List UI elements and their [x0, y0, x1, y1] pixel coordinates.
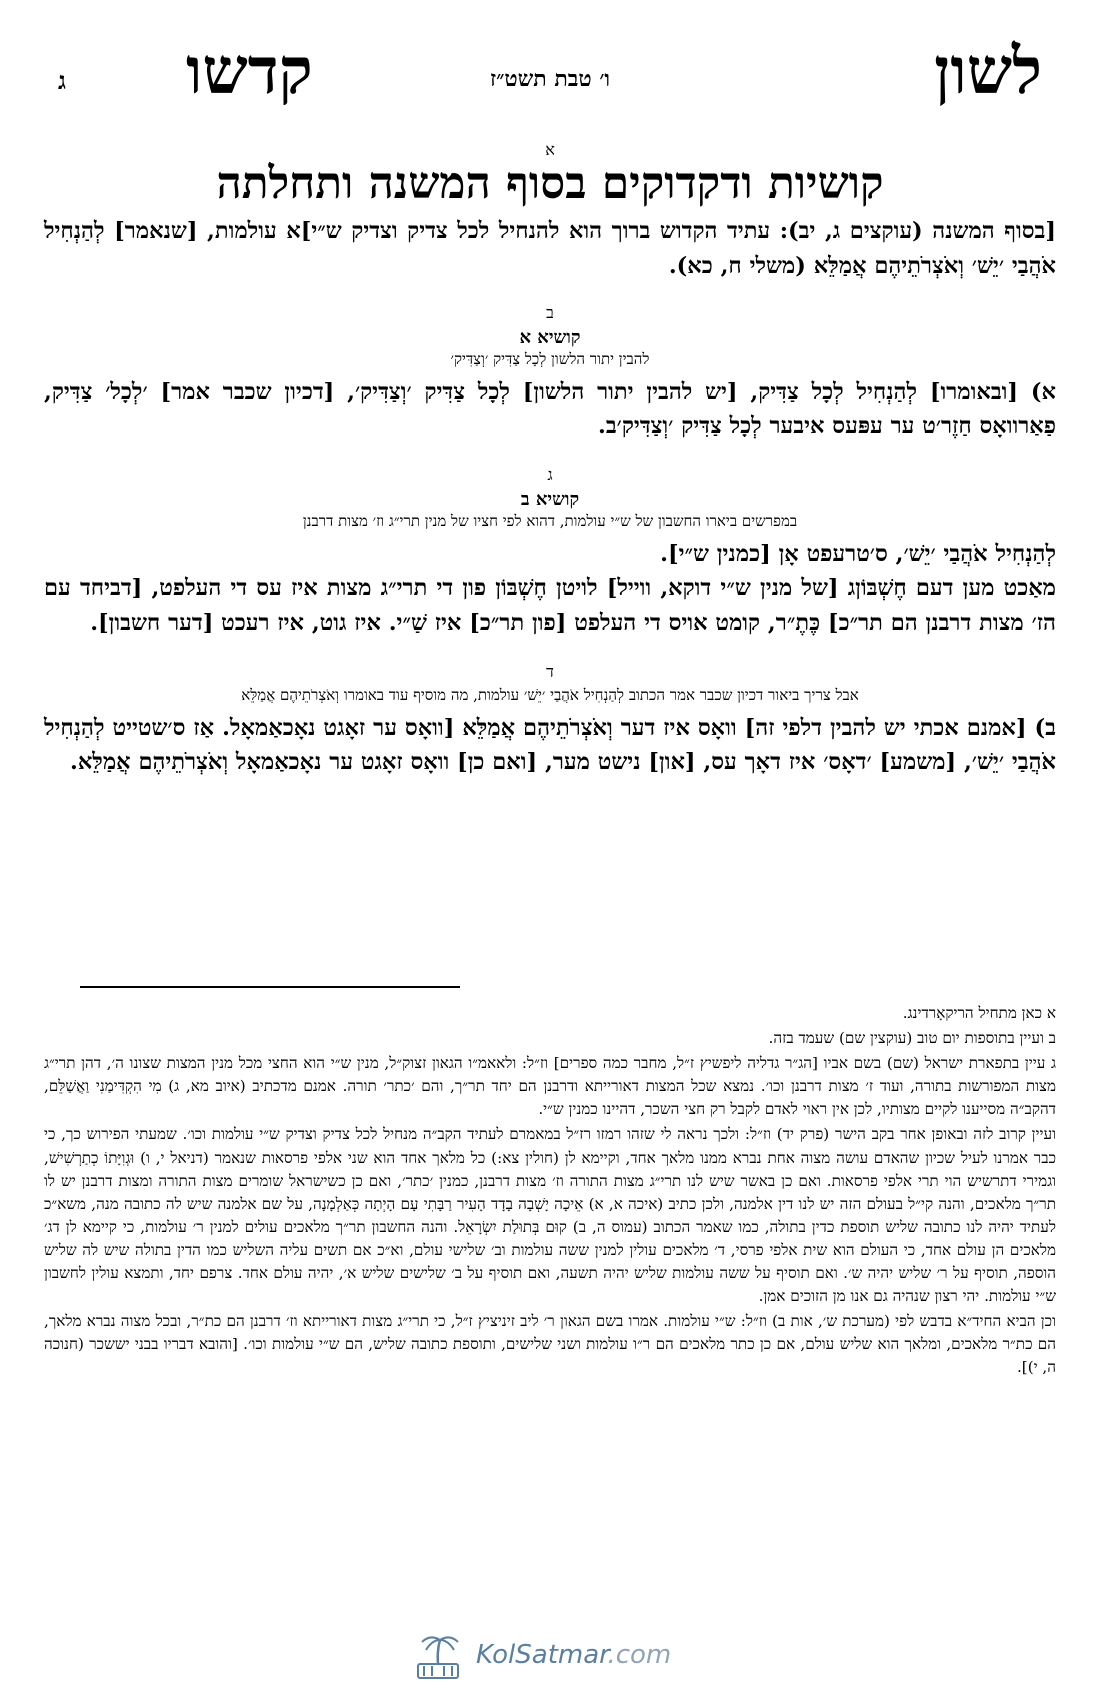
footnote: ב ועיין בתוספות יום טוב (עוקצין שם) שעמד בזה.	[768, 1029, 1056, 1048]
section-text: מאַכט מען דעם חֶשְׁבּוֹןג [של מנין ש״י דוקא, ווייל] לויטן חֶשְׁבּוֹן פון די תרי״ג מצות איז עס די העלפט, [דביחד עם הז׳ מצות דרבנן הם תר״כ] כֶּתֶ״ר, קומט אויס די העלפט [פון תר״כ] איז שַׁ״י. איז גוט, איז רעכט [דער חשבון].	[44, 575, 1056, 636]
kolsatmar-logo	[410, 1630, 690, 1680]
question-note: במפרשים ביארו החשבון של ש״י עולמות, דהוא לפי חציו של מנין תרי״ג וז׳ מצות דרבנן	[302, 512, 798, 531]
section-letter: ג	[547, 465, 553, 485]
section-text: א) [ובאומרו] לְהַנְחִיל לְכָל צַדִּיק, [יש להבין יתור הלשון] לְכָל צַדִּיק ׳וְצַדִּיק׳, [דכיון שכבר אמר] ׳לְכָל׳ צַדִּיק, פַאַרוואָס חַזֶר׳ט ער עפּעס איבער לְכָל צַדִּיק ׳וְצַדִּיק׳ב.	[44, 378, 1056, 439]
palm-tree-icon	[410, 1630, 468, 1680]
footnote: א כאן מתחיל הריקאָרדינג.	[902, 1004, 1056, 1022]
section-title: קושיות ודקדוקים בסוף המשנה ותחלתה	[216, 158, 884, 209]
header-title-left: קדשו	[186, 34, 313, 109]
section-letter: א	[545, 140, 555, 159]
footnotes	[44, 1002, 1056, 1382]
header-date: ו׳ טבת תשט״ז	[489, 66, 611, 92]
footnote: ג עיין בתפארת ישראל (שם) בשם אביו [הג״ר גדליה ליפשיץ ז״ל, מחבר כמה ספרים] וז״ל: ולאאמ״ו הגאון זצוק״ל, מנין ש״י הוא החצי מכל מנין המצות שצונו ה׳, דהן תרי״ג מצות המפורשות בתורה, ועוד ז׳ מצות דרבנן וכו׳. נמצא שכל המצות דאורייתא ודרבנן הם יחד תר״ך, והם ׳כתר׳ תורה. אמנם מדכתיב (איוב מא, ג) מִי הִקְדִּימַנִי וַאֲשַׁלֵּם, דהקב״ה מסייענו לקיים מצותיו, לכן אין ראוי לאדם לקבל רק חצי השכר, דהיינו כמנין ש״י.	[44, 1054, 1056, 1119]
page-number: ג	[58, 66, 66, 95]
footnote: ועיין קרוב לזה ובאופן אחר בקב הישר (פרק יד) וז״ל: ולכך נראה לי שזהו רמזו רז״ל במאמרם לעתיד הקב״ה מנחיל לכל צדיק וצדיק ש״י עולמות וכו׳. שמעתי הפירוש כך, כי כבר אמרנו לעיל שכיון שהאדם עושה מצוה אחת נברא ממנו מלאך אחד, וקיימא לן (חולין צא:) כל מלאך אחד הוא שני אלפי פרסאות שנאמר (דניאל י, ו) וּגְוִיָּתוֹ כְתַרְשִׁישׁ, וגמירי דתרשיש הוי תרי אלפי פרסאות. ואם כן באשר שיש לנו תרי״ג מצות התורה וז׳ מצות דרבנן, כמנין ׳כתר׳, ואם כן כשישראל שומרים מצות התורה ומצות דרבנן יש לו תר״ך מלאכים, והנה קי״ל בעולם הזה יש לנו דין אלמנה, ולכן כתיב (איכה א, א) אֵיכָה יָשְׁבָה בָדָד הָעִיר רַבָּתִי עָם הָיְתָה כְּאַלְמָנָה, על שם אלמנה שיש לה כתובה מנה, משא״כ לעתיד יהיה לנו כתובה שליש תוספת כדין בתולה, כמו שאמר הכתוב (עמוס ה, ב) קוּם בְּתוּלַת יִשְׂרָאֵל. והנה החשבון תר״ך מלאכים עולים למנין ר׳ עולמות, כי קיימא לן דג׳ מלאכים הן עולם אחד, כי העולם הוא שית אלפי פרסי, ד׳ מלאכים עולין למנין ששה עולמות וב׳ שלישי עולם, וא״כ אם תשים עליה השליש כמו הדין בתולה שיש לה שליש הוספה, תוסיף על ר׳ שליש יהיה ש׳. ואם תוסיף על ששה עולמות שליש יהיה תשעה, ואם תוסיף על ב׳ שלישים שליש א׳, יהיה עולם אחד. צרפם יחד, ותמצא עולין לחשבון ש״י עולמות. יהי רצון שנהיה גם אנו מן הזוכים אמן.	[44, 1125, 1056, 1306]
header-title-right: לשון	[934, 34, 1042, 109]
question-note: אבל צריך ביאור דכיון שכבר אמר הכתוב לְהַנְחִיל אֹהֲבַי ׳יֵשׁ׳ עולמות, מה מוסיף עוד באומרו וְאֹצְרֹתֵיהֶם אֲמַלֵּא	[241, 685, 859, 704]
section-text: ב) [אמנם אכתי יש להבין דלפי זה] וואָס איז דער וְאֹצְרֹתֵיהֶם אֲמַלֵּא [וואָס ער זאָגט נאָכאַמאָל. אַז ס׳שטייט לְהַנְחִיל אֹהֲבַי ׳יֵשׁ׳, [משמע] ׳דאָס׳ איז דאָך עס, [און] נישט מער, [ואם כן] וואָס זאָגט ער נאָכאַמאָל וְאֹצְרֹתֵיהֶם אֲמַלֵּא.	[44, 714, 1056, 775]
question-heading: קושיא א	[519, 326, 581, 348]
question-heading: קושיא ב	[520, 489, 580, 511]
section-letter: ד	[546, 661, 554, 681]
question-note: להבין יתור הלשון לְכָל צַדִּיק ׳וְצַדִּיק׳	[450, 349, 650, 368]
footnote: וכן הביא החיד״א בדבש לפי (מערכת ש׳, אות ב) וז״ל: ש״י עולמות. אמרו בשם הגאון ר׳ ליב זיניציץ ז״ל, כי תרי״ג מצות דאורייתא וז׳ דרבנן הם כת״ר, ובכל מצוה נברא מלאך, הם כת״ר מלאכים, ומלאך הוא שליש עולם, אם כן כתר מלאכים הם ר״ו עולמות ושני שלישים, ותוספת כתובה שליש, הם ש״י עולמות וכו׳. [והובא דבריו בבני יששכר (חנוכה ה, י)].	[44, 1312, 1056, 1377]
page-header	[58, 34, 1042, 110]
section-text: [בסוף המשנה (עוקצים ג, יב): עתיד הקדוש ברוך הוא להנחיל לכל צדיק וצדיק ש״י]א עולמות, [שנאמר] לְהַנְחִיל אֹהֲבַי ׳יֵשׁ׳ וְאֹצְרֹתֵיהֶם אֲמַלֵּא (משלי ח, כא).	[44, 218, 1056, 279]
logo-text	[476, 1640, 671, 1670]
footnote-divider	[80, 986, 460, 988]
section-letter: ב	[546, 302, 554, 322]
logo-tld: .com	[607, 1640, 672, 1670]
logo-name: KolSatmar	[476, 1640, 608, 1670]
main-content	[44, 142, 1056, 779]
section-line: לְהַנְחִיל אֹהֲבַי ׳יֵשׁ׳, ס׳טרעפט אָן [כמנין ש״י].	[660, 541, 1056, 568]
